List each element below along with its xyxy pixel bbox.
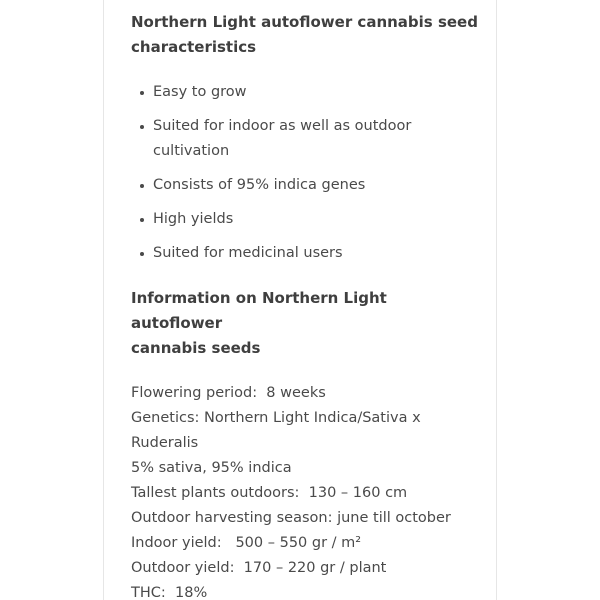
info-line: 5% sativa, 95% indica bbox=[131, 460, 292, 476]
list-item bbox=[131, 207, 481, 232]
article-content bbox=[131, 10, 481, 600]
list-item-text: Suited for medicinal users bbox=[153, 245, 343, 261]
list-item-text: cultivation bbox=[153, 143, 230, 159]
info-line: Indoor yield: 500 – 550 gr / m² bbox=[131, 535, 362, 551]
information-heading-line1: Information on Northern Light autoflower bbox=[131, 289, 387, 332]
characteristics-heading-line2: characteristics bbox=[131, 38, 257, 56]
info-line: Ruderalis bbox=[131, 435, 199, 451]
list-item bbox=[131, 173, 481, 198]
characteristics-heading-line1: Northern Light autoflower cannabis seed bbox=[131, 13, 478, 31]
information-heading bbox=[131, 286, 481, 361]
info-line: THC: 18% bbox=[131, 585, 208, 600]
list-item bbox=[131, 80, 481, 105]
info-line: Tallest plants outdoors: 130 – 160 cm bbox=[131, 485, 408, 501]
info-line: Outdoor yield: 170 – 220 gr / plant bbox=[131, 560, 387, 576]
list-item-text: High yields bbox=[153, 211, 234, 227]
information-block bbox=[131, 381, 481, 600]
list-item-text: Consists of 95% indica genes bbox=[153, 177, 366, 193]
information-heading-line2: cannabis seeds bbox=[131, 339, 261, 357]
info-line: Flowering period: 8 weeks bbox=[131, 385, 326, 401]
info-line: Genetics: Northern Light Indica/Sativa x bbox=[131, 410, 421, 426]
list-item bbox=[131, 241, 481, 266]
list-item bbox=[131, 114, 481, 164]
info-line: Outdoor harvesting season: june till october bbox=[131, 510, 451, 526]
characteristics-heading bbox=[131, 10, 481, 60]
list-item-text: Easy to grow bbox=[153, 84, 247, 100]
list-item-text: Suited for indoor as well as outdoor bbox=[153, 118, 412, 134]
characteristics-list bbox=[131, 80, 481, 266]
